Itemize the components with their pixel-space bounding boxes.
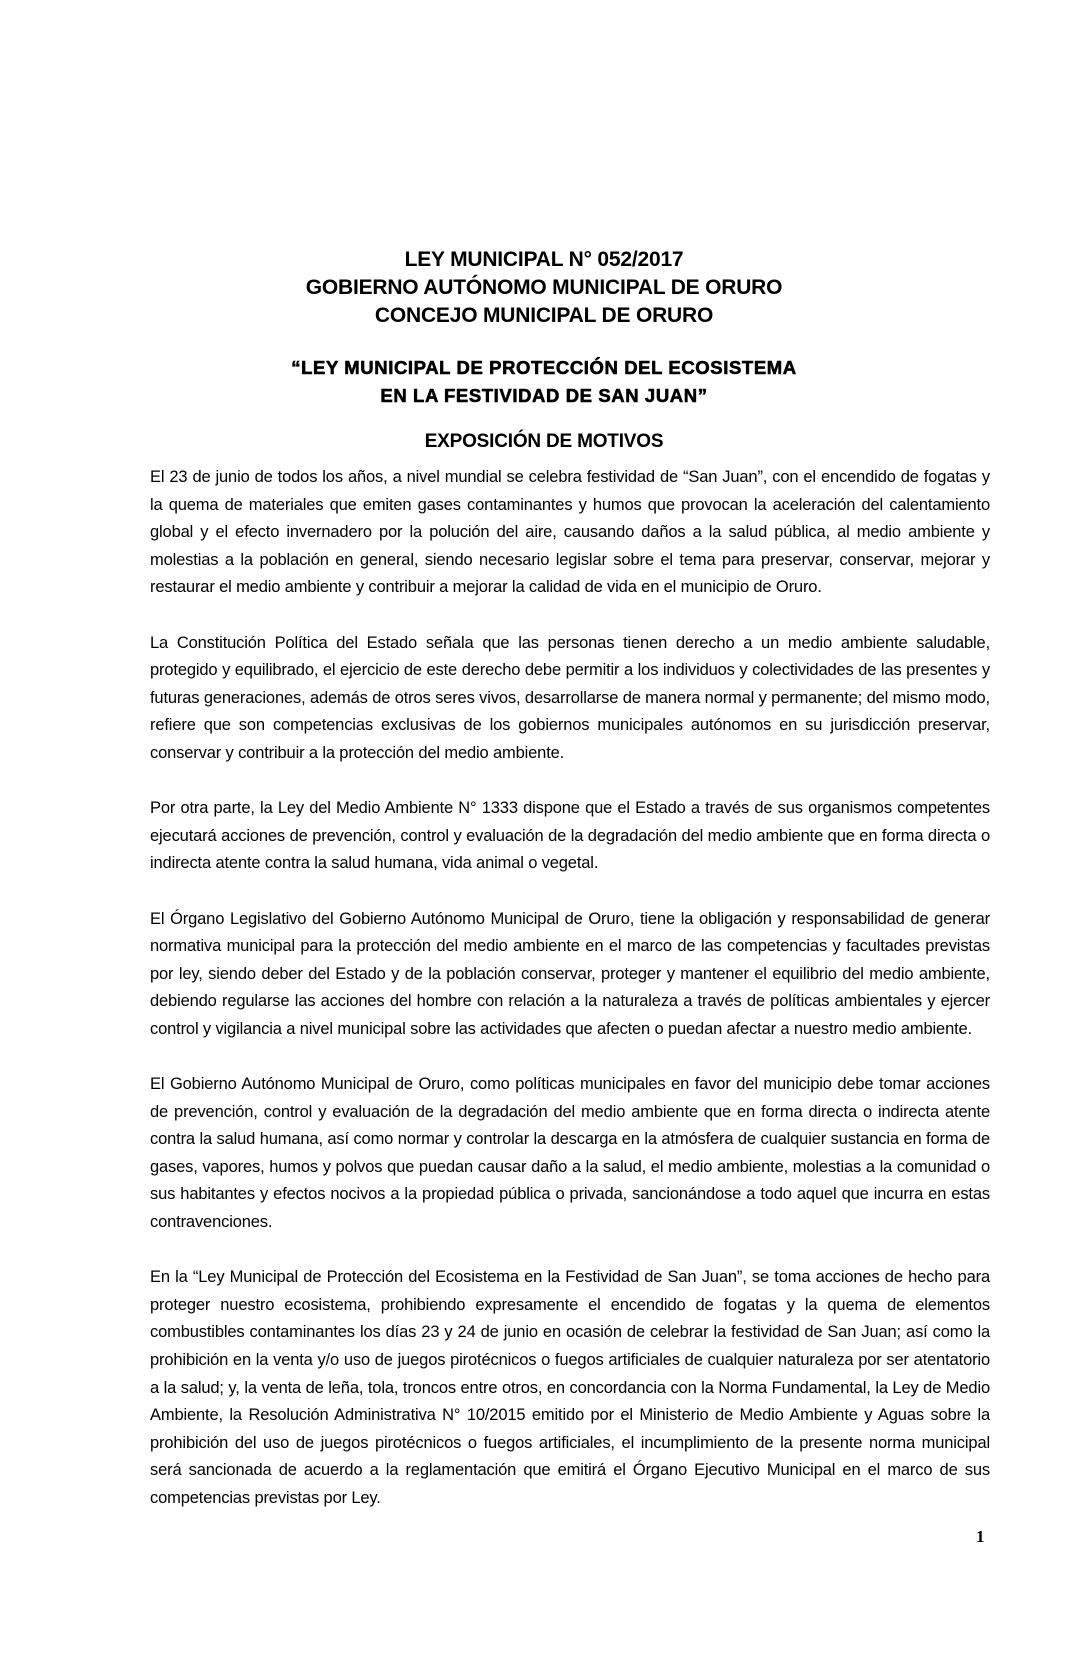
paragraph: El Órgano Legislativo del Gobierno Autónomo Municipal de Oruro, tiene la obligación y responsabilidad de generar normativa municipal para la protección del medio ambiente en el marco de las competencias y facultades previstas por ley, siendo deber del Estado y de la población conservar, proteger y mantener el equilibrio del medio ambiente, debiendo regularse las acciones del hombre con relación a la naturaleza a través de políticas ambientales y ejercer control y vigilancia a nivel municipal sobre las actividades que afecten o puedan afectar a nuestro medio ambiente. bbox=[150, 909, 990, 1038]
paragraph: En la “Ley Municipal de Protección del Ecosistema en la Festividad de San Juan”, se toma acciones de hecho para proteger nuestro ecosistema, prohibiendo expresamente el encendido de fogatas y la quema de elementos combustibles contaminantes los días 23 y 24 de junio en ocasión de celebrar la festividad de San Juan; así como la prohibición en la venta y/o uso de juegos pirotécnicos o fuegos artificiales de cualquier naturaleza por ser atentatorio a la salud; y, la venta de leña, tola, troncos entre otros, en concordancia con la Norma Fundamental, la Ley de Medio Ambiente, la Resolución Administrativa N° 10/2015 emitido por el Ministerio de Medio Ambiente y Aguas sobre la prohibición del uso de juegos pirotécnicos o fuegos artificiales, el incumplimiento de la presente norma municipal será sancionada de acuerdo a la reglamentación que emitirá el Órgano Ejecutivo Municipal en el marco de sus competencias previstas por Ley. bbox=[150, 1268, 990, 1507]
paragraph: El 23 de junio de todos los años, a nivel mundial se celebra festividad de “San Juan”, con el encendido de fogatas y la quema de materiales que emiten gases contaminantes y humos que provocan la aceleración del calentamiento global y el efecto invernadero por la polución del aire, causando daños a la salud pública, al medio ambiente y molestias a la población en general, siendo necesario legislar sobre el tema para preservar, conservar, mejorar y restaurar el medio ambiente y contribuir a mejorar la calidad de vida en el municipio de Oruro. bbox=[150, 468, 990, 597]
paragraph: El Gobierno Autónomo Municipal de Oruro, como políticas municipales en favor del municipio debe tomar acciones de prevención, control y evaluación de la degradación del medio ambiente que en forma directa o indirecta atente contra la salud humana, así como normar y controlar la descarga en la atmósfera de cualquier sustancia en forma de gases, vapores, humos y polvos que puedan causar daño a la salud, el medio ambiente, molestias a la comunidad o sus habitantes y efectos nocivos a la propiedad pública o privada, sancionándose a todo aquel que incurra en estas contravenciones. bbox=[150, 1075, 990, 1232]
document-header bbox=[0, 246, 1088, 330]
law-number-title: LEY MUNICIPAL N° 052/2017 bbox=[404, 248, 684, 271]
law-subtitle-line-1: “LEY MUNICIPAL DE PROTECCIÓN DEL ECOSISTEMA bbox=[291, 357, 797, 378]
government-title: GOBIERNO AUTÓNOMO MUNICIPAL DE ORURO bbox=[305, 276, 783, 299]
paragraph: La Constitución Política del Estado señala que las personas tienen derecho a un medio ambiente saludable, protegido y equilibrado, el ejercicio de este derecho debe permitir a los individuos y colectividades de las presentes y futuras generaciones, además de otros seres vivos, desarrollarse de manera normal y permanente; del mismo modo, refiere que son competencias exclusivas de los gobiernos municipales autónomos en su jurisdicción preservar, conservar y contribuir a la protección del medio ambiente. bbox=[150, 633, 990, 762]
body-text bbox=[150, 464, 990, 1540]
section-heading: EXPOSICIÓN DE MOTIVOS bbox=[424, 431, 664, 452]
law-subtitle bbox=[0, 354, 1088, 410]
page-number: 1 bbox=[976, 1527, 985, 1546]
law-subtitle-line-2: EN LA FESTIVIDAD DE SAN JUAN” bbox=[380, 385, 708, 406]
council-title: CONCEJO MUNICIPAL DE ORURO bbox=[374, 304, 714, 327]
paragraph: Por otra parte, la Ley del Medio Ambiente N° 1333 dispone que el Estado a través de sus organismos competentes ejecutará acciones de prevención, control y evaluación de la degradación del medio ambiente que en forma directa o indirecta atente contra la salud humana, vida animal o vegetal. bbox=[150, 799, 990, 873]
